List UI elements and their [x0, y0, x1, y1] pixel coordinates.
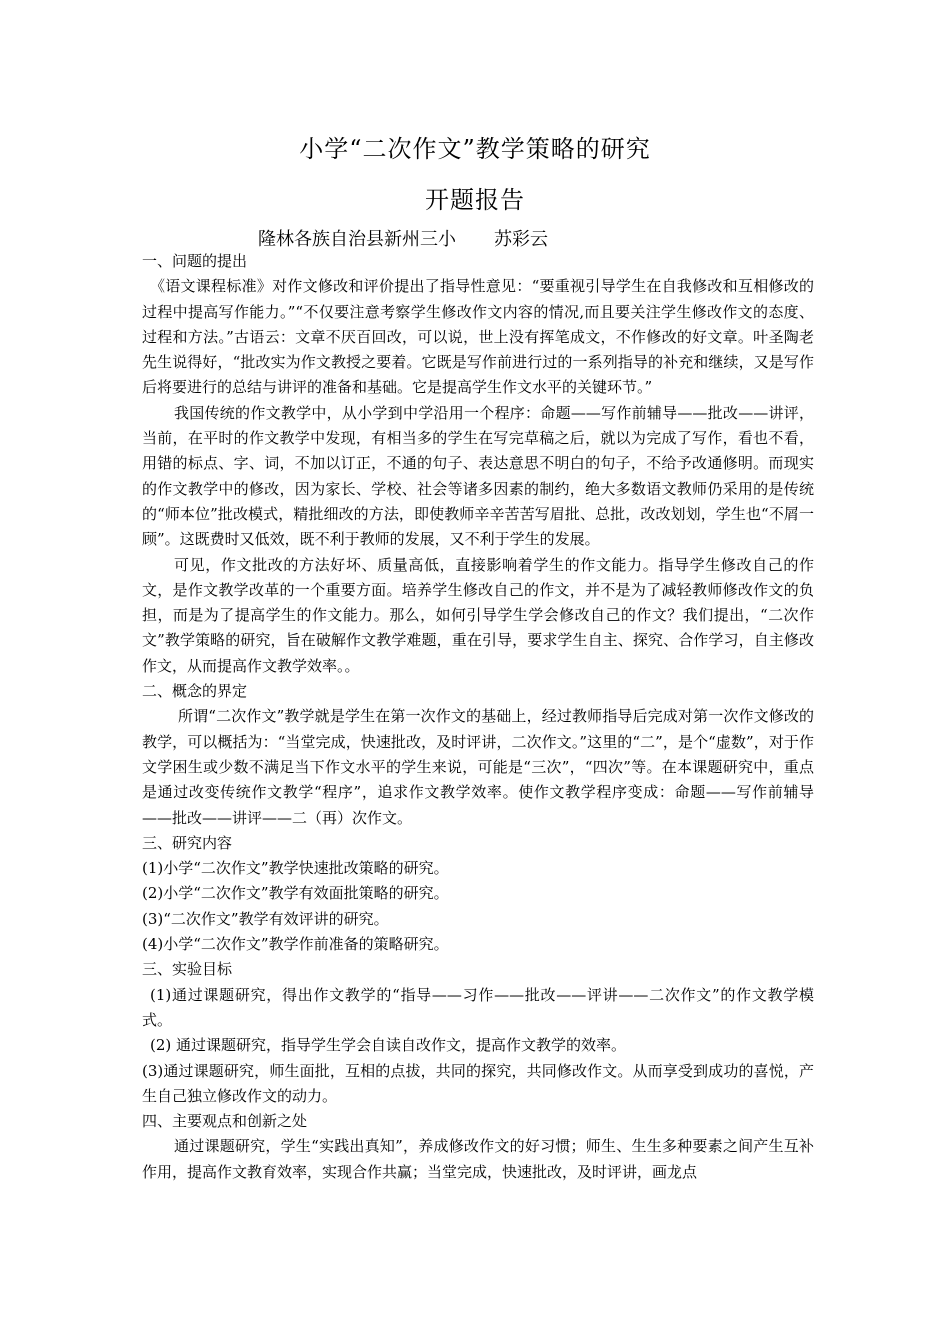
section-heading-viewpoints: 四、主要观点和创新之处	[142, 1112, 308, 1131]
author-school: 隆林各族自治县新州三小	[258, 229, 456, 250]
list-item: (1)通过课题研究，得出作文教学的“指导——习作——批改——评讲——二次作文”的作文教学模式。	[142, 985, 814, 1029]
section-heading-goals: 三、实验目标	[142, 960, 233, 979]
list-item: (3)通过课题研究，师生面批，互相的点拔，共同的探究，共同修改作文。从而享受到成功的喜悦，产生自己独立修改作文的动力。	[142, 1061, 814, 1105]
section-heading-concept: 二、概念的界定	[142, 682, 248, 701]
paragraph: 我国传统的作文教学中，从小学到中学沿用一个程序：命题——写作前辅导——批改——讲评，当前，在平时的作文教学中发现，有相当多的学生在写完草稿之后，就以为完成了写作，看也不看，用错的标点、字、词，不加以订正，不通的句子、表达意思不明白的句子，不给予改通修明。而现实的作文教学中的修改，因为家长、学校、社会等诸多因素的制约，绝大多数语文教师仍采用的是传统的“师本位”批改模式，精批细改的方法，即使教师辛辛苦苦写眉批、总批，改改划划，学生也“不屑一顾”。这既费时又低效，既不利于教师的发展，又不利于学生的发展。	[142, 403, 814, 549]
list-item: (1)小学“二次作文”教学快速批改策略的研究。	[142, 859, 449, 878]
paragraph: 通过课题研究，学生“实践出真知”，养成修改作文的好习惯；师生、生生多种要素之间产生互补作用，提高作文教育效率，实现合作共赢；当堂完成，快速批改，及时评讲，画龙点	[142, 1137, 814, 1181]
document-subtitle: 开题报告	[425, 186, 525, 214]
section-heading-content: 三、研究内容	[142, 833, 233, 852]
document-title: 小学“二次作文”教学策略的研究	[299, 135, 651, 163]
paragraph: 《语文课程标准》对作文修改和评价提出了指导性意见：“要重视引导学生在自我修改和互相修改的过程中提高写作能力。”“不仅要注意考察学生修改作文内容的情况,而且要关注学生修改作文的态度、过程和方法。”古语云：文章不厌百回改，可以说，世上没有挥笔成文，不作修改的好文章。叶圣陶老先生说得好，“批改实为作文教授之要着。它既是写作前进行过的一系列指导的补充和继续，又是写作后将要进行的总结与讲评的准备和基础。它是提高学生作文水平的关键环节。”	[142, 277, 814, 397]
document-body	[142, 249, 814, 1185]
list-item: (2) 通过课题研究，指导学生学会自读自改作文，提高作文教学的效率。	[150, 1036, 627, 1055]
section-heading-problem: 一、问题的提出	[142, 252, 248, 270]
paragraph: 所谓“二次作文”教学就是学生在第一次作文的基础上，经过教师指导后完成对第一次作文修改的教学，可以概括为：“当堂完成，快速批改，及时评讲，二次作文。”这里的“二”，是个“虚数”，对于作文学困生或少数不满足当下作文水平的学生来说，可能是“三次”，“四次”等。在本课题研究中，重点是通过改变传统作文教学“程序”，追求作文教学效率。使作文教学程序变成：命题——写作前辅导——批改——讲评——二（再）次作文。	[142, 707, 814, 827]
list-item: (2)小学“二次作文”教学有效面批策略的研究。	[142, 884, 449, 903]
list-item: (4)小学“二次作文”教学作前准备的策略研究。	[142, 935, 449, 954]
paragraph: 可见，作文批改的方法好坏、质量高低，直接影响着学生的作文能力。指导学生修改自己的作文，是作文教学改革的一个重要方面。培养学生修改自己的作文，并不是为了减轻教师修改作文的负担，而是为了提高学生的作文能力。那么，如何引导学生学会修改自己的作文？我们提出，“二次作文”教学策略的研究，旨在破解作文教学难题，重在引导，要求学生自主、探究、合作学习，自主修改作文，从而提高作文教学效率。。	[142, 555, 814, 675]
list-item: (3)“二次作文”教学有效评讲的研究。	[142, 909, 389, 928]
author-name: 苏彩云	[494, 229, 548, 250]
